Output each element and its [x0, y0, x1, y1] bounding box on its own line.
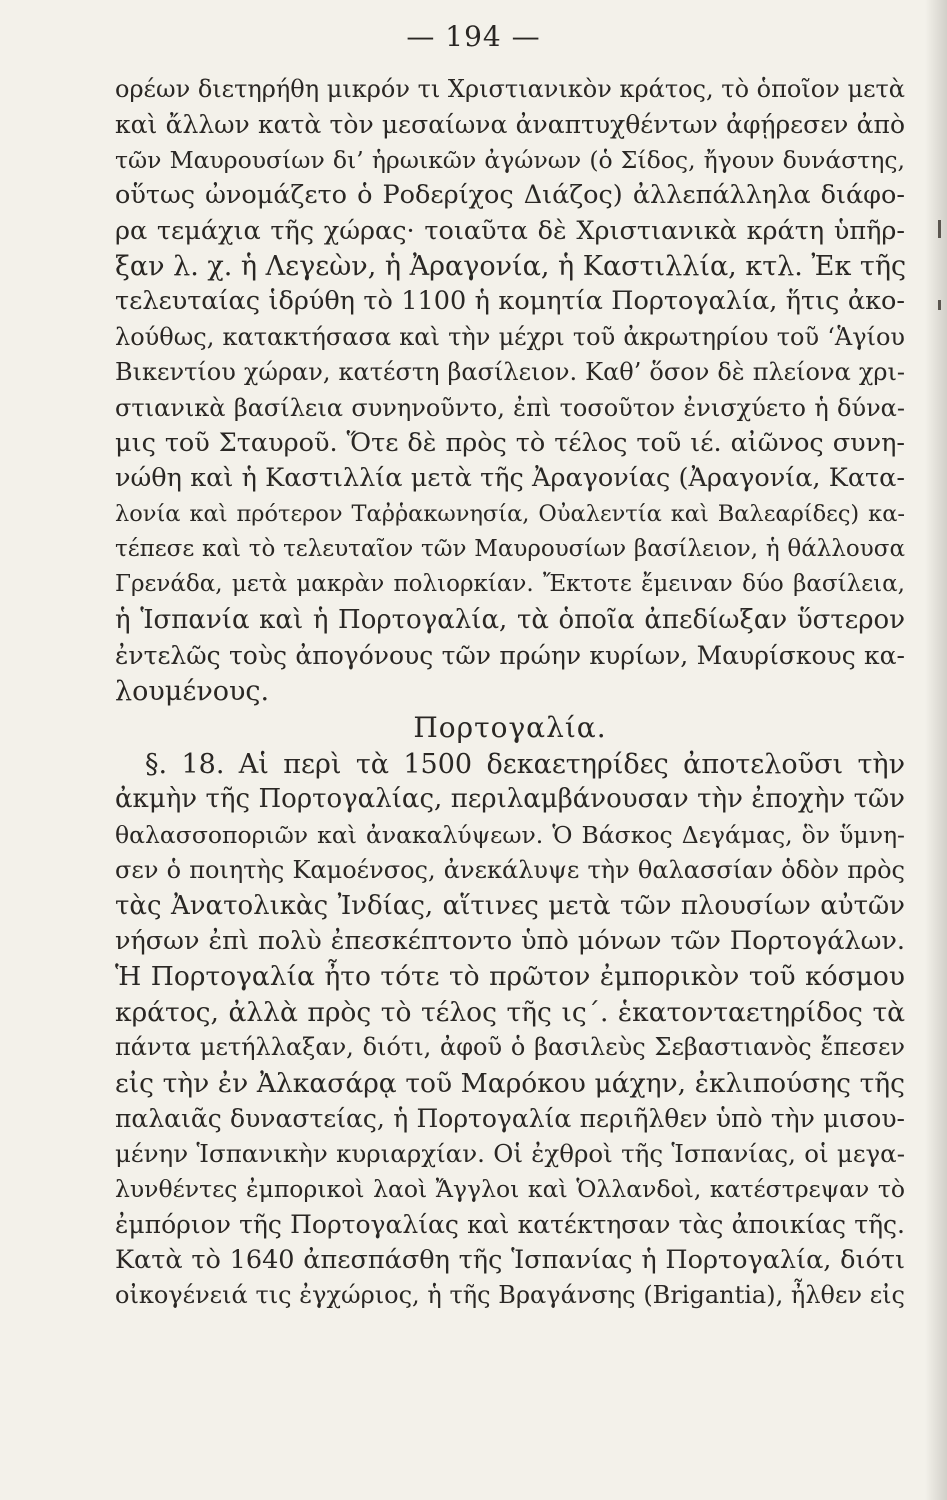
text-line: ἀκμὴν τῆς Πορτογαλίας, περιλαμβάνουσαν τὴν ἐποχὴν τῶν [115, 784, 905, 815]
page-edge-mark [938, 300, 941, 310]
paragraph-1 [115, 72, 905, 709]
text-line: ρα τεμάχια τῆς χώρας· τοιαῦτα δὲ Χριστιανικὰ κράτη ὑπῆρ- [115, 215, 905, 246]
text-line: παλαιᾶς δυναστείας, ἡ Πορτογαλία περιῆλθεν ὑπὸ τὴν μισου- [115, 1103, 905, 1133]
text-line: λυνθέντες ἐμπορικοὶ λαοὶ Ἄγγλοι καὶ Ὁλλανδοὶ, κατέστρεψαν τὸ [115, 1174, 905, 1203]
text-line: ἐμπόριον τῆς Πορτογαλίας καὶ κατέκτησαν τὰς ἀποικίας τῆς. [115, 1210, 905, 1240]
text-line: ορέων διετηρήθη μικρόν τι Χριστιανικὸν κράτος, τὸ ὁποῖον μετὰ [115, 75, 905, 103]
text-line: εἰς τὴν ἐν Ἀλκασάρᾳ τοῦ Μαρόκου μάχην, ἐκλιπούσης τῆς [115, 1067, 905, 1099]
text-line: ἐντελῶς τοὺς ἀπογόνους τῶν πρώην κυρίων, Μαυρίσκους κα- [115, 641, 905, 671]
text-line: οἰκογένειά τις ἐγχώριος, ἡ τῆς Βραγάνσης (Brigantia), ἦλθεν εἰς [115, 1280, 905, 1309]
text-line: τὰς Ἀνατολικὰς Ἰνδίας, αἵτινες μετὰ τῶν πλουσίων αὐτῶν [115, 890, 905, 921]
section-heading: Πορτογαλία. [413, 711, 607, 745]
text-line: στιανικὰ βασίλεια συνηνοῦντο, ἐπὶ τοσοῦτον ἐνισχύετο ἡ δύνα- [115, 393, 905, 422]
body-text [115, 72, 905, 1313]
text-line: μις τοῦ Σταυροῦ. Ὅτε δὲ πρὸς τὸ τέλος τοῦ ιέ. αἰῶνος συνη- [115, 427, 905, 458]
text-line: καὶ ἄλλων κατὰ τὸν μεσαίωνα ἀναπτυχθέντων ἀφῄρεσεν ἀπὸ [115, 110, 905, 140]
text-line: ξαν λ. χ. ἡ Λεγεὼν, ἡ Ἀραγονία, ἡ Καστιλλία, κτλ. Ἐκ τῆς [115, 250, 907, 282]
text-line: Ἡ Πορτογαλία ἦτο τότε τὸ πρῶτον ἐμπορικὸν τοῦ κόσμου [115, 961, 905, 993]
text-line: οὕτως ὠνομάζετο ὁ Ροδερίχος Διάζος) ἀλλεπάλληλα διάφο- [115, 180, 905, 211]
text-line: λούθως, κατακτήσασα καὶ τὴν μέχρι τοῦ ἀκρωτηρίου τοῦ ‘Ἁγίου [115, 322, 905, 351]
text-line: Γρενάδα, μετὰ μακρὰν πολιορκίαν. Ἔκτοτε ἔμειναν δύο βασίλεια, [115, 571, 905, 598]
text-line: νήσων ἐπὶ πολὺ ἐπεσκέπτοντο ὑπὸ μόνων τῶν Πορτογάλων. [115, 925, 905, 956]
text-line: §. 18. Αἱ περὶ τὰ 1500 δεκαετηρίδες ἀποτελοῦσι τὴν [145, 749, 905, 781]
text-line: λουμένους. [115, 675, 270, 707]
paragraph-2 [115, 747, 905, 1313]
text-line: νώθη καὶ ἡ Καστιλλία μετὰ τῆς Ἀραγονίας (Ἀραγονία, Κατα- [115, 463, 905, 494]
text-line: Κατὰ τὸ 1640 ἀπεσπάσθη τῆς Ἱσπανίας ἡ Πορτογαλία, διότι [115, 1244, 905, 1275]
text-line: κράτος, ἀλλὰ πρὸς τὸ τέλος τῆς ις΄. ἑκατονταετηρίδος τὰ [115, 996, 905, 1028]
text-line: Βικεντίου χώραν, κατέστη βασίλειον. Καθ’ ὅσον δὲ πλείονα χρι- [115, 358, 905, 387]
text-line: τέπεσε καὶ τὸ τελευταῖον τῶν Μαυρουσίων βασίλειον, ἡ θάλλουσα [115, 536, 905, 563]
page-edge-shadow [925, 0, 947, 1500]
text-line: θαλασσοποριῶν καὶ ἀνακαλύψεων. Ὁ Βάσκος Δεγάμας, ὃν ὕμνη- [115, 820, 905, 849]
text-line: λονία καὶ πρότερον Ταῤῥακωνησία, Οὐαλεντία καὶ Βαλεαρίδες) κα- [115, 500, 905, 527]
page-number: — 194 — [406, 20, 541, 53]
text-line: ἡ Ἱσπανία καὶ ἡ Πορτογαλία, τὰ ὁποῖα ἀπεδίωξαν ὕστερον [115, 604, 905, 635]
text-line: πάντα μετήλλαξαν, διότι, ἀφοῦ ὁ βασιλεὺς Σεβαστιανὸς ἔπεσεν [115, 1033, 905, 1062]
page-edge-mark [938, 220, 941, 238]
text-line: τῶν Μαυρουσίων δι’ ἡρωικῶν ἀγώνων (ὁ Σίδος, ἤγουν δυνάστης, [115, 145, 905, 174]
text-line: τελευταίας ἱδρύθη τὸ 1100 ἡ κομητία Πορτογαλία, ἥτις ἀκο- [115, 286, 905, 317]
text-line: μένην Ἱσπανικὴν κυριαρχίαν. Οἱ ἐχθροὶ τῆς Ἱσπανίας, οἱ μεγα- [115, 1139, 905, 1169]
text-line: σεν ὁ ποιητὴς Καμοένσος, ἀνεκάλυψε τὴν θαλασσίαν ὁδὸν πρὸς [115, 856, 905, 885]
